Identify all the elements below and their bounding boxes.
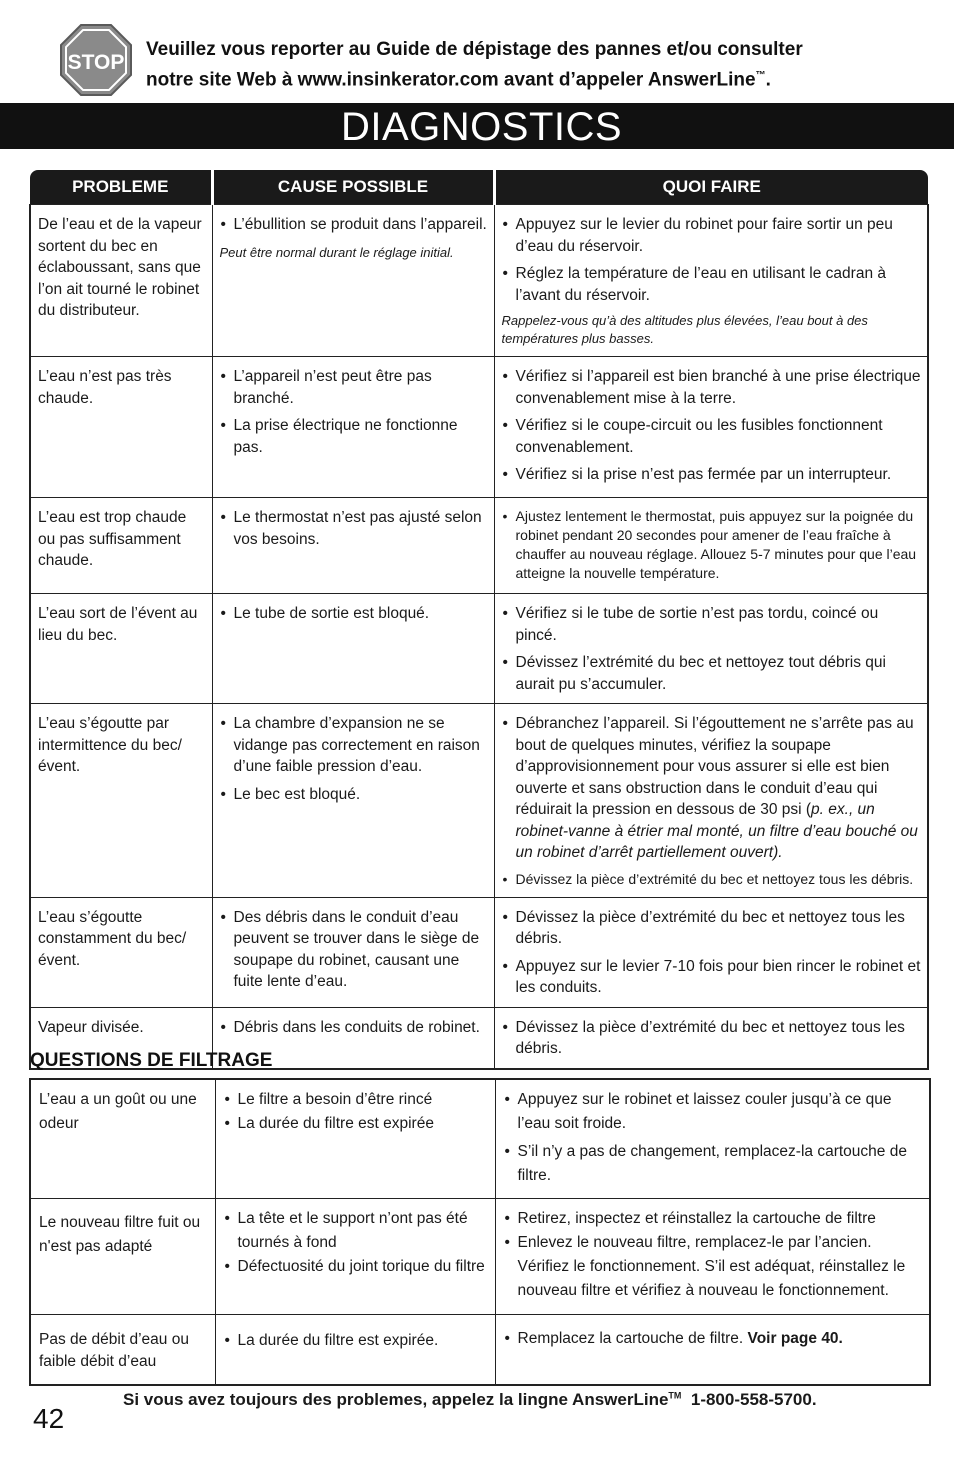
action-item: • Appuyez sur le levier du robinet pour faire sortir un peu d’eau du réservoir. — [502, 214, 922, 257]
footer-trademark: TM — [668, 1390, 682, 1401]
filter-table — [29, 1078, 931, 1386]
action-italic-text: p. ex., un robinet-vanne à étrier mal monté, un filtre d’eau bouché ou un robinet d’arrêt partiellement ouvert). — [515, 801, 918, 861]
problem-cell: L’eau a un goût ou une odeur — [30, 1079, 215, 1199]
header-probleme: PROBLEME — [30, 170, 212, 205]
action-cell — [494, 704, 928, 898]
cause-cell — [212, 897, 494, 1007]
action-text: Remplacez la cartouche de filtre. — [517, 1330, 748, 1347]
cause-cell — [212, 205, 494, 357]
cause-item: • Débris dans les conduits de robinet. — [220, 1017, 488, 1039]
cause-cell — [215, 1315, 495, 1385]
cause-item: • La tête et le support n’ont pas été tournés à fond — [224, 1207, 489, 1255]
action-item: • Dévissez la pièce d’extrémité du bec et nettoyez tous les débris. — [502, 907, 922, 950]
action-item: • Vérifiez si le coupe-circuit ou les fusibles fonctionnent convenablement. — [502, 415, 922, 458]
cause-item: • La prise électrique ne fonctionne pas. — [220, 415, 488, 458]
title-bar — [0, 103, 954, 149]
action-item: • Ajustez lentement le thermostat, puis appuyez sur la poignée du robinet pendant 20 secondes pour amener de l’eau fraîche à chauffer au nouveau réglage. Allouez 5-7 minutes pour que l’eau atteigne la nouvelle température. — [502, 507, 922, 583]
action-item: • Appuyez sur le robinet et laissez couler jusqu’à ce que l’eau soit froide. — [504, 1088, 924, 1136]
action-item: • Retirez, inspectez et réinstallez la cartouche de filtre — [504, 1207, 924, 1231]
section-title-filtrage: QUESTIONS DE FILTRAGE — [30, 1050, 273, 1071]
action-item: • Enlevez le nouveau filtre, remplacez-le par l’ancien. Vérifiez le fonctionnement. S’il est adéquat, réinstallez le nouveau filtre et vérifiez à nouveau le fonctionnement. — [504, 1231, 924, 1303]
table-row — [30, 498, 928, 594]
header-period: . — [765, 69, 771, 91]
action-item: • Vérifiez si la prise n’est pas fermée par un interrupteur. — [502, 464, 922, 486]
problem-cell: L’eau est trop chaude ou pas suffisamment chaude. — [30, 498, 212, 594]
table-row — [30, 1315, 930, 1385]
cause-item: • La durée du filtre est expirée — [224, 1112, 489, 1136]
action-cell — [495, 1315, 930, 1385]
action-cell — [495, 1199, 930, 1315]
cause-item: • L’ébullition se produit dans l’appareil. — [220, 214, 488, 236]
problem-cell: De l’eau et de la vapeur sortent du bec en éclaboussant, sans que l’on ait tourné le robinet du distributeur. — [30, 205, 212, 357]
action-cell — [494, 897, 928, 1007]
action-item: • Vérifiez si l’appareil est bien branché à une prise électrique convenablement mise à la terre. — [502, 366, 922, 409]
cause-cell — [215, 1199, 495, 1315]
cause-item: • Le filtre a besoin d’être rincé — [224, 1088, 489, 1112]
cause-cell — [212, 498, 494, 594]
action-item — [502, 713, 922, 864]
page-reference: Voir page 40. — [747, 1330, 843, 1347]
table-row — [30, 205, 928, 357]
header-line-2 — [146, 63, 936, 93]
footer-line — [123, 1390, 817, 1410]
table-row — [30, 704, 928, 898]
cause-note: Peut être normal durant le réglage initial. — [219, 244, 454, 260]
header-line-2-text: notre site Web à www.insinkerator.com avant d’appeler AnswerLine — [146, 69, 756, 91]
header-notice — [146, 37, 936, 93]
problem-cell: Le nouveau filtre fuit ou n'est pas adapté — [30, 1199, 215, 1315]
action-cell — [494, 205, 928, 357]
problem-cell: Vapeur divisée. — [30, 1007, 212, 1069]
action-item: • Appuyez sur le levier 7-10 fois pour bien rincer le robinet et les conduits. — [502, 956, 922, 999]
cause-item: • La chambre d’expansion ne se vidange pas correctement en raison d’une faible pression d’eau. — [220, 713, 488, 778]
table-row — [30, 357, 928, 498]
action-cell — [494, 1007, 928, 1069]
action-item: • Réglez la température de l’eau en utilisant le cadran à l’avant du réservoir. — [502, 263, 922, 306]
action-item: • Vérifiez si le tube de sortie n’est pas tordu, coincé ou pincé. — [502, 603, 922, 646]
cause-item: • Le bec est bloqué. — [220, 784, 488, 806]
problem-cell: L’eau n’est pas très chaude. — [30, 357, 212, 498]
cause-item: • L’appareil n’est peut être pas branché. — [220, 366, 488, 409]
action-cell — [494, 357, 928, 498]
action-item: • Dévissez la pièce d’extrémité du bec et nettoyez tous les débris. — [502, 870, 922, 889]
header-cause-possible: CAUSE POSSIBLE — [212, 170, 494, 205]
action-cell — [495, 1079, 930, 1199]
problem-cell: L’eau s’égoutte par intermittence du bec/évent. — [30, 704, 212, 898]
header-line-1: Veuillez vous reporter au Guide de dépistage des pannes et/ou consulter — [146, 39, 803, 60]
action-item: • S’il n’y a pas de changement, remplacez-la cartouche de filtre. — [504, 1140, 924, 1188]
cause-item: • Le tube de sortie est bloqué. — [220, 603, 488, 625]
diagnostics-table — [29, 170, 929, 1070]
action-cell — [494, 594, 928, 704]
cause-item: • Défectuosité du joint torique du filtre — [224, 1255, 489, 1279]
footer-phone: 1-800-558-5700. — [690, 1390, 817, 1409]
cause-cell — [212, 594, 494, 704]
cause-cell — [215, 1079, 495, 1199]
action-cell — [494, 498, 928, 594]
stop-sign-icon — [60, 24, 132, 96]
cause-item: • La durée du filtre est expirée. — [224, 1329, 489, 1353]
cause-item: • Des débris dans le conduit d’eau peuvent se trouver dans le siège de soupape du robinet, causant une fuite lente d’eau. — [220, 907, 488, 993]
page-number: 42 — [33, 1403, 65, 1434]
header-quoi-faire: QUOI FAIRE — [494, 170, 928, 205]
cause-cell — [212, 704, 494, 898]
action-note: Rappelez-vous qu’à des altitudes plus élevées, l’eau bout à des températures plus basses. — [501, 313, 868, 346]
problem-cell: Pas de débit d’eau ou faible débit d’eau — [30, 1315, 215, 1385]
action-text: Débranchez l’appareil. Si l’égouttement ne s’arrête pas au bout de quelques minutes, vérifiez la soupape d’approvisionnement pour vous assurer si elle est bien ouverte et sans obstruction dans le conduit d’eau qui réduirait la pression en dessous de 30 psi ( — [515, 715, 914, 818]
action-item: • Dévissez la pièce d’extrémité du bec et nettoyez tous les débris. — [502, 1017, 922, 1060]
cause-cell — [212, 357, 494, 498]
footer-text: Si vous avez toujours des problemes, appelez la lingne AnswerLine — [123, 1390, 669, 1409]
action-item: • Dévissez l’extrémité du bec et nettoyez tout débris qui aurait pu s’accumuler. — [502, 652, 922, 695]
stop-sign-text: STOP — [67, 51, 125, 74]
action-item — [504, 1327, 924, 1351]
table-row — [30, 1079, 930, 1199]
table-row — [30, 897, 928, 1007]
problem-cell: L’eau s’égoutte constamment du bec/évent. — [30, 897, 212, 1007]
cause-item: • Le thermostat n’est pas ajusté selon vos besoins. — [220, 507, 488, 550]
page-title: DIAGNOSTICS — [341, 105, 623, 149]
trademark: ™ — [755, 70, 766, 81]
table-row — [30, 594, 928, 704]
table-row — [30, 1199, 930, 1315]
table-header-row — [30, 170, 928, 205]
page-header — [0, 0, 954, 100]
problem-cell: L’eau sort de l’évent au lieu du bec. — [30, 594, 212, 704]
